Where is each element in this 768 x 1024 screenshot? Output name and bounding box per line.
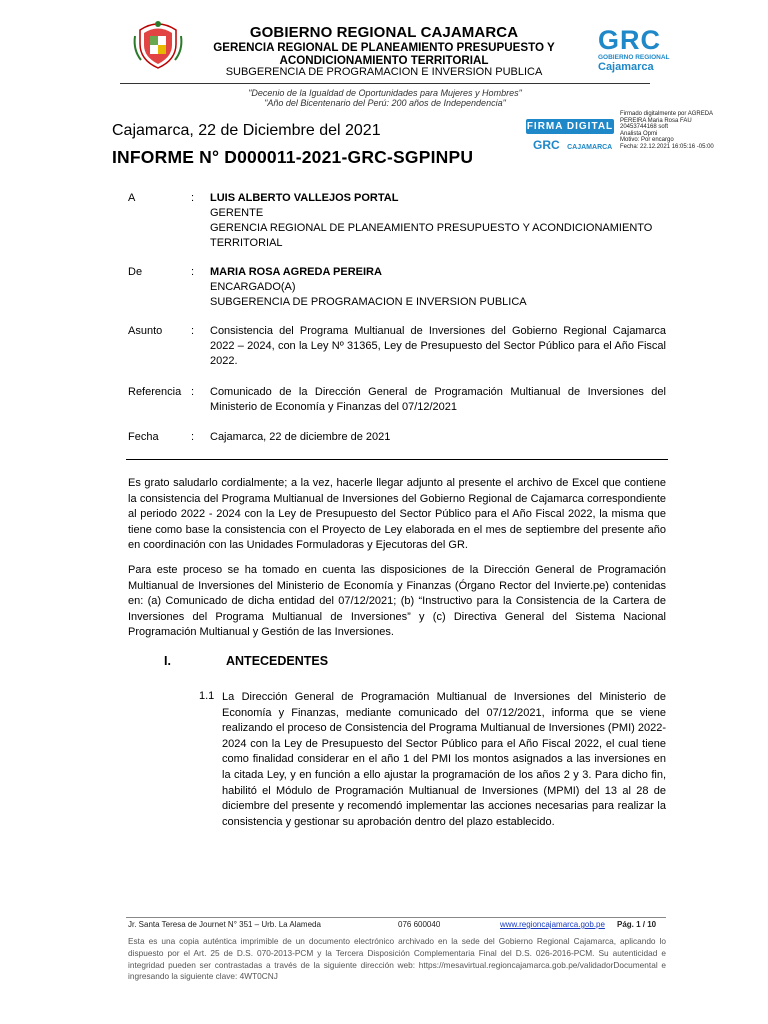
field-a-role: GERENTE <box>210 207 264 219</box>
field-de-org: SUBGERENCIA DE PROGRAMACION E INVERSION PUBLICA <box>210 296 527 308</box>
field-a-value <box>210 191 666 251</box>
firma-line: PEREIRA Maria Rosa FAU <box>620 117 692 124</box>
footer-address: Jr. Santa Teresa de Journet N° 351 – Urb. La Alameda <box>128 920 321 929</box>
peru-coat-of-arms-logo <box>131 16 185 70</box>
firma-grc-logo <box>533 136 613 150</box>
field-referencia-colon: : <box>191 386 195 398</box>
field-asunto-label: Asunto <box>128 325 163 337</box>
field-de-label: De <box>128 266 143 278</box>
field-asunto-value: Consistencia del Programa Multianual de Inversiones del Gobierno Regional Cajamarca 2022 – 2024, con la Ley Nº 31365, Ley de Presupuesto del Sector Público para el Año Fiscal 2022. <box>210 325 666 367</box>
field-fecha-value: Cajamarca, 22 de diciembre de 2021 <box>210 431 391 443</box>
field-a-colon: : <box>191 192 195 204</box>
header-gerencia-line2: ACONDICIONAMIENTO TERRITORIAL <box>279 54 489 67</box>
motto-2: "Año del Bicentenario del Perú: 200 años de Independencia" <box>264 98 506 108</box>
grc-logo-text: GRC <box>598 25 661 55</box>
field-a-org: GERENCIA REGIONAL DE PLANEAMIENTO PRESUPUESTO Y ACONDICIONAMIENTO TERRITORIAL <box>210 222 653 249</box>
footer-divider <box>126 917 666 918</box>
footer-phone: 076 600040 <box>398 920 441 929</box>
informe-title: INFORME N° D000011-2021-GRC-SGPINPU <box>112 147 474 167</box>
field-de-value <box>210 265 666 310</box>
firma-line: Motivo: Por encargo <box>620 137 674 144</box>
field-fecha-colon: : <box>191 431 195 443</box>
firma-details <box>620 111 765 151</box>
firma-line: Analista Opmi <box>620 130 658 137</box>
subsection-number: 1.1 <box>199 690 215 702</box>
document-date: Cajamarca, 22 de Diciembre del 2021 <box>112 122 381 139</box>
header-subgerencia: SUBGERENCIA DE PROGRAMACION E INVERSION PUBLICA <box>225 66 543 78</box>
field-referencia-label: Referencia <box>128 386 182 398</box>
footer-legal-text: Esta es una copia auténtica imprimible de un documento electrónico archivado en la sede del Gobierno Regional Cajamarca, aplicando lo dispuesto por el Art. 25 de D.S. 070-2013-PCM y la Tercera Disposición Complementaria Final del D.S. 026-2016-PCM. Su autenticidad e integridad pueden ser contrastadas a través de la siguiente dirección web: https://mesavirtual.regioncajamarca.gob.pe/validadorDocumental e ingresando la siguiente clave: 4WT0CNJ <box>128 936 666 982</box>
field-de-name: MARIA ROSA AGREDA PEREIRA <box>210 266 382 278</box>
firma-logo-text: GRC <box>533 138 560 152</box>
field-asunto-colon: : <box>191 325 195 337</box>
firma-line: 20453744168 soft <box>620 124 669 131</box>
subsection-paragraph: La Dirección General de Programación Multianual de Inversiones del Ministerio de Economía y Finanzas, mediante comunicado del 07/12/2021, informa que se viene realizando el proceso de Consistencia del Programa Multianual de Inversiones (PMI) 2022-2024 con la Ley de Presupuesto del Sector Público para el Año Fiscal 2022, el cual tiene como finalidad considerar en el año 1 del PMI los montos asignados a las inversiones en la citada Ley, y en función a ello ajustar la programación de los años 2 y 3. Para dicho fin, habilitó el Módulo de Programación Multianual de Inversiones (MPMI) del 13 al 28 de diciembre del presente y recomendó implementar las acciones necesarias para realizar la consistencia y gestionar su aprobación dentro del plazo establecido. <box>222 691 666 828</box>
motto-1: "Decenio de la Igualdad de Oportunidades para Mujeres y Hombres" <box>248 88 522 98</box>
header-gerencia-line1: GERENCIA REGIONAL DE PLANEAMIENTO PRESUPUESTO Y <box>213 41 555 54</box>
field-a-label: A <box>128 192 136 204</box>
firma-logo-sub: CAJAMARCA <box>567 144 613 151</box>
field-de-colon: : <box>191 266 195 278</box>
body-paragraph-2: Para este proceso se ha tomado en cuenta las disposiciones de la Dirección General de Programación Multianual de Inversiones del Ministerio de Economía y Finanzas (Órgano Rector del Invierte.pe) contenidas en: (a) Comunicado de dicha entidad del 07/12/2021; (b) “Instructivo para la Consistencia de la Cartera de Inversiones del Programa Multianual de Inversiones” y (c) Directiva General del Sistema Nacional Programación Multianual y Gestión de las Inversiones. <box>128 564 666 638</box>
field-a-name: LUIS ALBERTO VALLEJOS PORTAL <box>210 192 399 204</box>
body-paragraph-1: Es grato saludarlo cordialmente; a la vez, hacerle llegar adjunto al presente el archivo de Excel que contiene la consistencia del Programa Multianual de Inversiones del Gobierno Regional de Cajamarca correspondiente al periodo 2022 - 2024 con la Ley de Presupuesto del Sector Público para el Año Fiscal 2022, la misma que tiene como base la consistencia con el Proyecto de Ley elaborada en el mes de septiembre del presente año en coordinación con las Unidades Formuladoras y Ejecutoras del GR. <box>128 477 666 551</box>
field-referencia-value: Comunicado de la Dirección General de Programación Multianual de Inversiones del Ministerio de Economía y Finanzas del 07/12/2021 <box>210 386 666 413</box>
firma-line: Firmado digitalmente por AGREDA <box>620 111 714 117</box>
field-de-role: ENCARGADO(A) <box>210 281 296 293</box>
firma-line: Fecha: 22.12.2021 16:05:16 -05:00 <box>620 143 714 150</box>
section-title: ANTECEDENTES <box>226 654 329 668</box>
section-number: I. <box>164 654 171 668</box>
header-divider <box>120 83 650 84</box>
header-title: GOBIERNO REGIONAL CAJAMARCA <box>249 24 519 41</box>
grc-logo-sub2: Cajamarca <box>598 61 654 73</box>
field-fecha-label: Fecha <box>128 431 159 443</box>
grc-cajamarca-logo <box>598 26 670 74</box>
footer-page-number: Pág. 1 / 10 <box>617 920 657 929</box>
footer-website-link[interactable]: www.regioncajamarca.gob.pe <box>500 920 605 929</box>
grc-logo-sub1: GOBIERNO REGIONAL <box>598 54 670 61</box>
header-gerencia <box>180 41 588 67</box>
firma-digital-badge: FIRMA DIGITAL <box>526 121 614 132</box>
fields-divider <box>126 459 668 460</box>
